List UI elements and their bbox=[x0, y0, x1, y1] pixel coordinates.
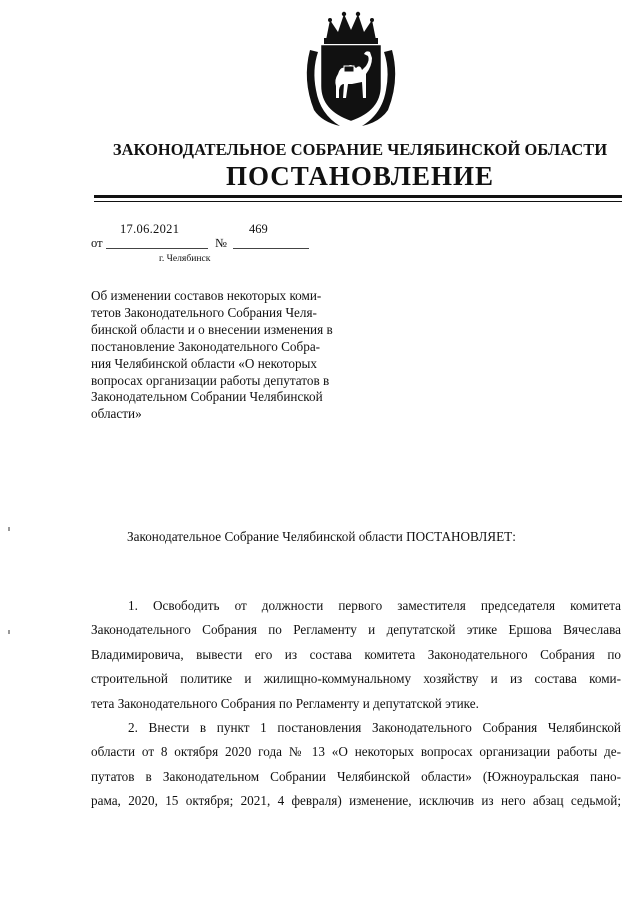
document-number: 469 bbox=[249, 222, 268, 236]
city-label: г. Челябинск bbox=[159, 253, 211, 264]
number-underline bbox=[233, 248, 309, 249]
body-line: Владимировича, вывести его из состава комитета Законодательного Собрания по bbox=[91, 646, 621, 662]
body-line: путатов в Законодательном Собрании Челябинской области» (Южноуральская пано- bbox=[91, 768, 621, 784]
subject-line: бинской области и о внесении изменения в bbox=[91, 321, 333, 337]
scan-mark bbox=[8, 630, 10, 634]
subject-line: Об изменении составов некоторых коми- bbox=[91, 288, 322, 303]
date-prefix-label: от bbox=[91, 236, 103, 250]
coat-of-arms-emblem bbox=[300, 10, 402, 128]
subject-line: ния Челябинской области «О некоторых bbox=[91, 355, 318, 371]
body-line: тета Законодательного Собрания по Регламенту и депутатской этике. bbox=[91, 695, 479, 711]
body-line: области от 8 октября 2020 года № 13 «О некоторых вопросах организации работы де- bbox=[91, 744, 621, 760]
number-sign-label: № bbox=[215, 236, 227, 250]
scan-mark bbox=[8, 527, 10, 531]
subject-line: вопросах организации работы депутатов в bbox=[91, 372, 330, 388]
document-type-title: ПОСТАНОВЛЕНИЕ bbox=[225, 161, 495, 191]
document-subject bbox=[91, 288, 359, 423]
organization-name: ЗАКОНОДАТЕЛЬНОЕ СОБРАНИЕ ЧЕЛЯБИНСКОЙ ОБЛАСТИ bbox=[112, 140, 608, 159]
body-line: Законодательного Собрания по Регламенту и депутатской этике Ершова Вячеслава bbox=[91, 622, 621, 638]
subject-line: Законодательном Собрании Челябинской bbox=[91, 389, 323, 405]
body-line: строительной политике и жилищно-коммунальному хозяйству и из состава коми- bbox=[91, 671, 621, 687]
subject-line: постановление Законодательного Собра- bbox=[91, 338, 321, 354]
date-underline bbox=[106, 248, 208, 249]
header-rule-thick bbox=[94, 195, 622, 198]
subject-line: области» bbox=[91, 406, 142, 422]
header-rule-thin bbox=[94, 201, 622, 202]
body-line: 2. Внести в пункт 1 постановления Законодательного Собрания Челябинской bbox=[128, 720, 621, 736]
document-date: 17.06.2021 bbox=[120, 222, 180, 236]
subject-line: тетов Законодательного Собрания Челя- bbox=[91, 304, 317, 320]
document-body bbox=[91, 594, 621, 814]
resolution-statement: Законодательное Собрание Челябинской области ПОСТАНОВЛЯЕТ: bbox=[127, 529, 516, 544]
body-line: рама, 2020, 15 октября; 2021, 4 февраля) изменение, исключив из него абзац седьмой; bbox=[91, 793, 621, 809]
body-line: 1. Освободить от должности первого заместителя председателя комитета bbox=[128, 598, 621, 613]
